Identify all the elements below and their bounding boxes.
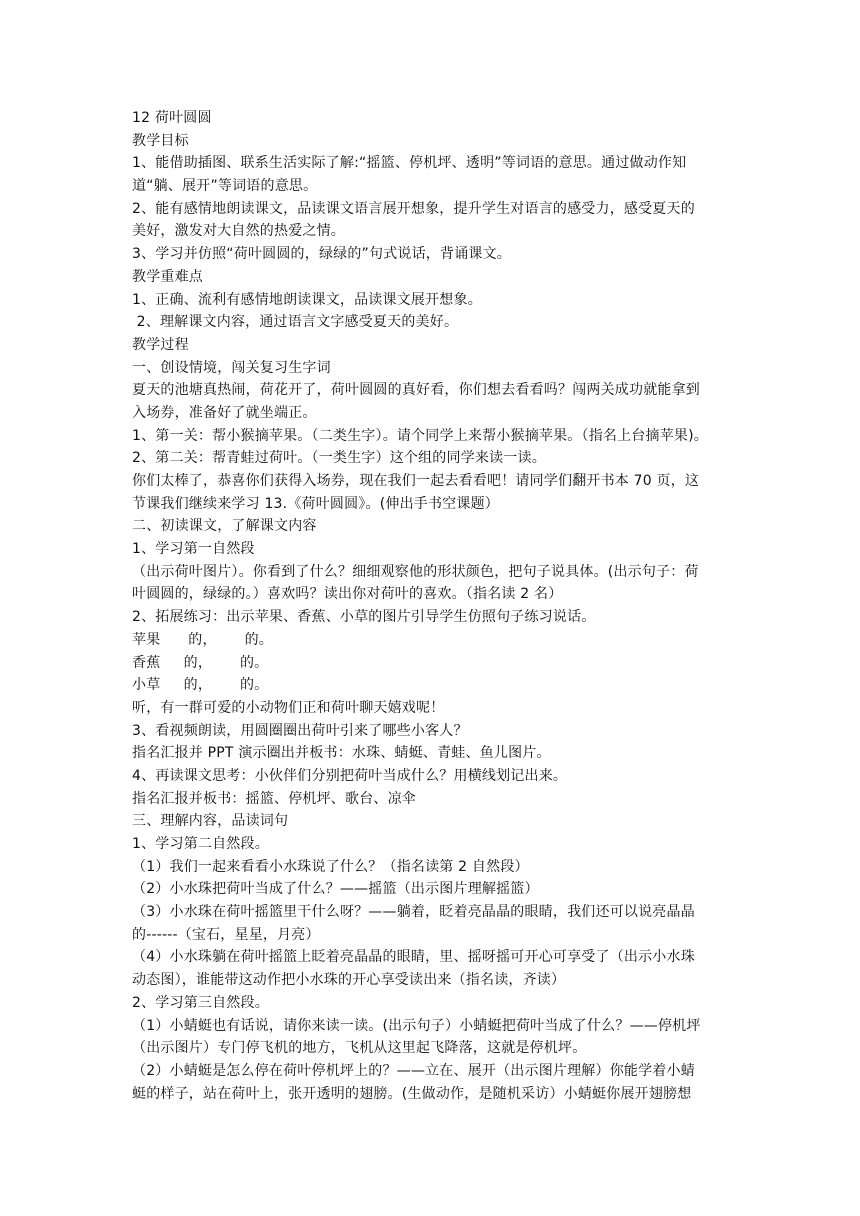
text-line: 蜓的样子，站在荷叶上，张开透明的翅膀。(生做动作，是随机采访）小蜻蜓你展开翅膀想 <box>132 1085 692 1102</box>
text-line: （出示图片）专门停飞机的地方，飞机从这里起飞降落，这就是停机坪。 <box>132 1040 587 1057</box>
text-line: 听，有一群可爱的小动物们正和荷叶聊天嬉戏呢！ <box>132 699 445 716</box>
document-page <box>132 107 732 1105</box>
text-line: 1、第一关：帮小猴摘苹果。（二类生字）。请个同学上来帮小猴摘苹果。（指名上台摘苹果)。 <box>132 427 708 444</box>
text-line: （4）小水珠躺在荷叶摇篮上眨着亮晶晶的眼睛，里、摇呀摇可开心可享受了（出示小水珠 <box>132 949 695 966</box>
text-line: 2、学习第三自然段。 <box>132 994 269 1011</box>
text-line: 指名汇报并板书：摇篮、停机坪、歌台、凉伞 <box>132 790 416 807</box>
subsection-heading: 一、创设情境，闯关复习生字词 <box>132 359 331 376</box>
text-line: 2、理解课文内容，通过语言文字感受夏天的美好。 <box>132 314 459 331</box>
text-line: （2）小蜻蜓是怎么停在荷叶停机坪上的？——立在、展开（出示图片理解）你能学着小蜻 <box>132 1062 695 1079</box>
text-line: （3）小水珠在荷叶摇篮里干什么呀？——躺着，眨着亮晶晶的眼睛，我们还可以说亮晶晶 <box>132 904 695 921</box>
text-line: 叶圆圆的，绿绿的。）喜欢吗？读出你对荷叶的喜欢。（指名读 2 名） <box>132 586 563 603</box>
text-line: 2、第二关：帮青蛙过荷叶。（一类生字）这个组的同学来读一读。 <box>132 450 546 467</box>
text-line: （1）我们一起来看看小水珠说了什么？（指名读第 2 自然段） <box>132 858 529 875</box>
text-line: 动态图），谁能带这动作把小水珠的开心享受读出来（指名读，齐读） <box>132 972 566 989</box>
fill-in-line: 小草 的， 的。 <box>132 677 269 694</box>
lesson-title: 12 荷叶圆圆 <box>132 110 212 126</box>
section-heading-key-points: 教学重难点 <box>132 268 203 285</box>
fill-in-line: 苹果 的， 的。 <box>132 631 274 648</box>
section-heading-process: 教学过程 <box>132 336 189 353</box>
text-line: 美好，激发对大自然的热爱之情。 <box>132 223 345 240</box>
text-line: 的------（宝石，星星，月亮） <box>132 926 320 943</box>
text-line: 夏天的池塘真热闹，荷花开了，荷叶圆圆的真好看，你们想去看看吗？闯两关成功就能拿到 <box>132 382 700 399</box>
text-line: 你们太棒了，恭喜你们获得入场券，现在我们一起去看看吧！请同学们翻开书本 70 页，这 <box>132 473 700 489</box>
fill-in-line: 香蕉 的， 的。 <box>132 654 269 671</box>
text-line: 指名汇报并 PPT 演示圈出并板书：水珠、蜻蜓、青蛙、鱼儿图片。 <box>132 745 551 762</box>
section-heading-objectives: 教学目标 <box>132 132 189 149</box>
text-line: 1、学习第一自然段 <box>132 541 255 558</box>
subsection-heading: 二、初读课文，了解课文内容 <box>132 518 317 535</box>
text-line: 入场券，准备好了就坐端正。 <box>132 404 317 421</box>
subsection-heading: 三、理解内容，品读词句 <box>132 813 289 830</box>
text-line: 道“躺、展开”等词语的意思。 <box>132 178 318 195</box>
text-line: 2、能有感情地朗读课文，品读课文语言展开想象，提升学生对语言的感受力，感受夏天的 <box>132 200 695 217</box>
text-line: 1、学习第二自然段。 <box>132 836 269 852</box>
text-line: 2、拓展练习：出示苹果、香蕉、小草的图片引导学生仿照句子练习说话。 <box>132 609 596 626</box>
text-line: （出示荷叶图片）。你看到了什么？细细观察他的形状颜色，把句子说具体。(出示句子：荷 <box>132 563 699 580</box>
text-line: 3、学习并仿照“荷叶圆圆的，绿绿的”句式说话，背诵课文。 <box>132 246 512 263</box>
text-line: 1、能借助插图、联系生活实际了解:“摇篮、停机坪、透明”等词语的意思。通过做动作知 <box>132 155 687 172</box>
text-line: （2）小水珠把荷叶当成了什么？——摇篮（出示图片理解摇篮） <box>132 881 539 898</box>
text-line: 4、再读课文思考：小伙伴们分别把荷叶当成什么？用横线划记出来。 <box>132 767 568 784</box>
text-line: （1）小蜻蜓也有话说，请你来读一读。(出示句子）小蜻蜓把荷叶当成了什么？——停机坪 <box>132 1017 701 1034</box>
text-line: 1、正确、流利有感情地朗读课文，品读课文展开想象。 <box>132 291 482 308</box>
text-line: 节课我们继续来学习 13.《荷叶圆圆》。(伸出手书空课题） <box>132 495 499 512</box>
text-line: 3、看视频朗读，用圆圈圈出荷叶引来了哪些小客人？ <box>132 722 468 739</box>
